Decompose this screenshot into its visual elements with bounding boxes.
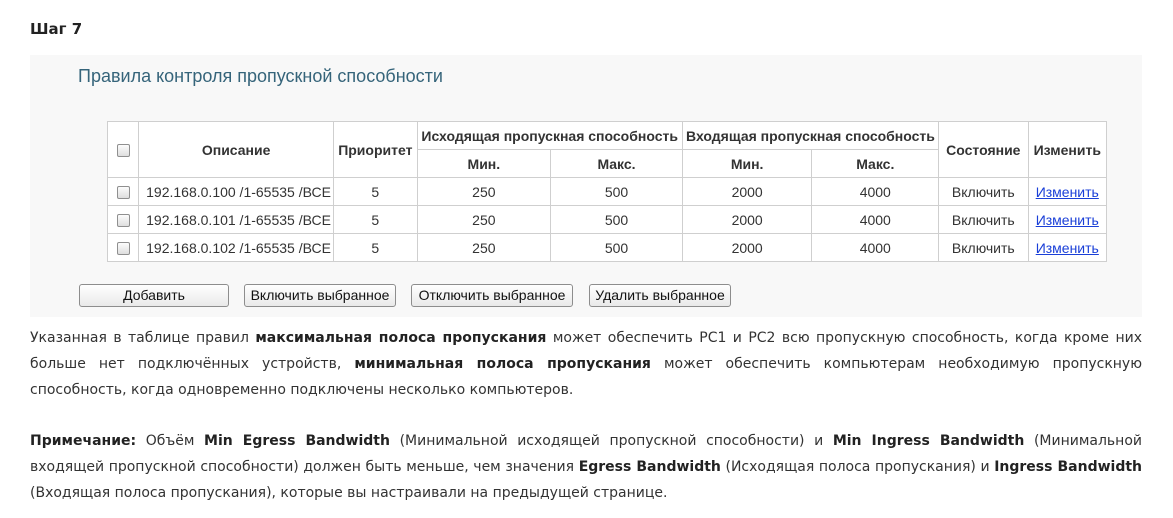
rule-ingress-min: 2000 (682, 206, 812, 234)
text-run: (Минимальной входящей пропускной способности) должен быть меньше, чем значения (30, 433, 1142, 475)
rule-priority: 5 (334, 178, 417, 206)
row-checkbox[interactable] (117, 214, 130, 227)
bandwidth-rules-panel (30, 55, 1142, 317)
table-row (108, 178, 1107, 206)
rules-table (107, 121, 1107, 262)
step-title: Шаг 7 (30, 20, 83, 38)
header-egress-max: Макс. (551, 150, 683, 178)
header-status: Состояние (939, 122, 1028, 178)
edit-link[interactable]: Изменить (1035, 183, 1099, 200)
row-checkbox[interactable] (117, 186, 130, 199)
header-ingress-min: Мин. (682, 150, 812, 178)
text-run: может обеспечить PC1 и PC2 всю пропускную способность, когда кроме них больше нет подключённых устройств, (30, 330, 1142, 372)
select-all-checkbox[interactable] (117, 144, 130, 157)
row-select-cell (108, 178, 139, 206)
note-paragraph (30, 428, 1151, 506)
bold-run: максимальная полоса пропускания (255, 330, 547, 346)
header-egress: Исходящая пропускная способность (417, 122, 682, 150)
rule-egress-min: 250 (417, 234, 551, 262)
text-run: Указанная в таблице правил (30, 330, 256, 346)
header-priority: Приоритет (334, 122, 417, 178)
header-ingress: Входящая пропускная способность (682, 122, 938, 150)
rule-egress-min: 250 (417, 206, 551, 234)
rule-ingress-min: 2000 (682, 234, 812, 262)
header-description: Описание (139, 122, 334, 178)
note-label: Примечание: (30, 433, 137, 449)
rule-status: Включить (939, 234, 1028, 262)
rule-description: 192.168.0.102 /1-65535 /ВСЕ (139, 234, 334, 262)
rule-description: 192.168.0.100 /1-65535 /ВСЕ (139, 178, 334, 206)
text-run: (Входящая полоса пропускания), которые вы настраивали на предыдущей странице. (30, 459, 1151, 501)
enable-selected-button[interactable]: Включить выбранное (244, 284, 396, 307)
rule-egress-max: 500 (551, 234, 683, 262)
text-run: может обеспечить компьютерам необходимую пропускную способность, когда одновременно подключены несколько компьютеров. (30, 356, 1143, 398)
rule-ingress-max: 4000 (812, 206, 939, 234)
text-run: (Минимальной исходящей пропускной способности) и (389, 433, 833, 449)
select-all-cell (108, 122, 139, 178)
panel-title: Правила контроля пропускной способности (78, 66, 443, 86)
edit-link[interactable]: Изменить (1035, 211, 1099, 228)
rule-ingress-max: 4000 (812, 178, 939, 206)
bold-run: Egress Bandwidth (578, 459, 721, 475)
header-ingress-max: Макс. (812, 150, 939, 178)
bold-run: Min Ingress Bandwidth (832, 433, 1025, 449)
table-header-row (108, 122, 1107, 150)
table-row (108, 206, 1107, 234)
rule-egress-min: 250 (417, 178, 551, 206)
bold-run: Min Egress Bandwidth (204, 433, 390, 449)
rule-egress-max: 500 (551, 206, 683, 234)
row-select-cell (108, 206, 139, 234)
explanation-paragraph (30, 325, 1142, 403)
rule-edit-cell (1028, 234, 1106, 262)
text-run: (Исходящая полоса пропускания) и (720, 459, 995, 475)
delete-selected-button[interactable]: Удалить выбранное (589, 284, 731, 307)
rule-ingress-max: 4000 (812, 234, 939, 262)
table-row (108, 234, 1107, 262)
rule-status: Включить (939, 206, 1028, 234)
rule-priority: 5 (334, 234, 417, 262)
rule-edit-cell (1028, 178, 1106, 206)
row-select-cell (108, 234, 139, 262)
rule-edit-cell (1028, 206, 1106, 234)
add-button[interactable]: Добавить (79, 284, 229, 307)
disable-selected-button[interactable]: Отключить выбранное (411, 284, 573, 307)
row-checkbox[interactable] (117, 242, 130, 255)
header-egress-min: Мин. (417, 150, 551, 178)
bold-run: минимальная полоса пропускания (354, 356, 651, 372)
header-edit: Изменить (1028, 122, 1106, 178)
text-run: Объём (136, 433, 205, 449)
rule-priority: 5 (334, 206, 417, 234)
edit-link[interactable]: Изменить (1035, 239, 1099, 256)
rule-ingress-min: 2000 (682, 178, 812, 206)
rule-status: Включить (939, 178, 1028, 206)
bold-run: Ingress Bandwidth (994, 459, 1143, 475)
rule-description: 192.168.0.101 /1-65535 /ВСЕ (139, 206, 334, 234)
rule-egress-max: 500 (551, 178, 683, 206)
